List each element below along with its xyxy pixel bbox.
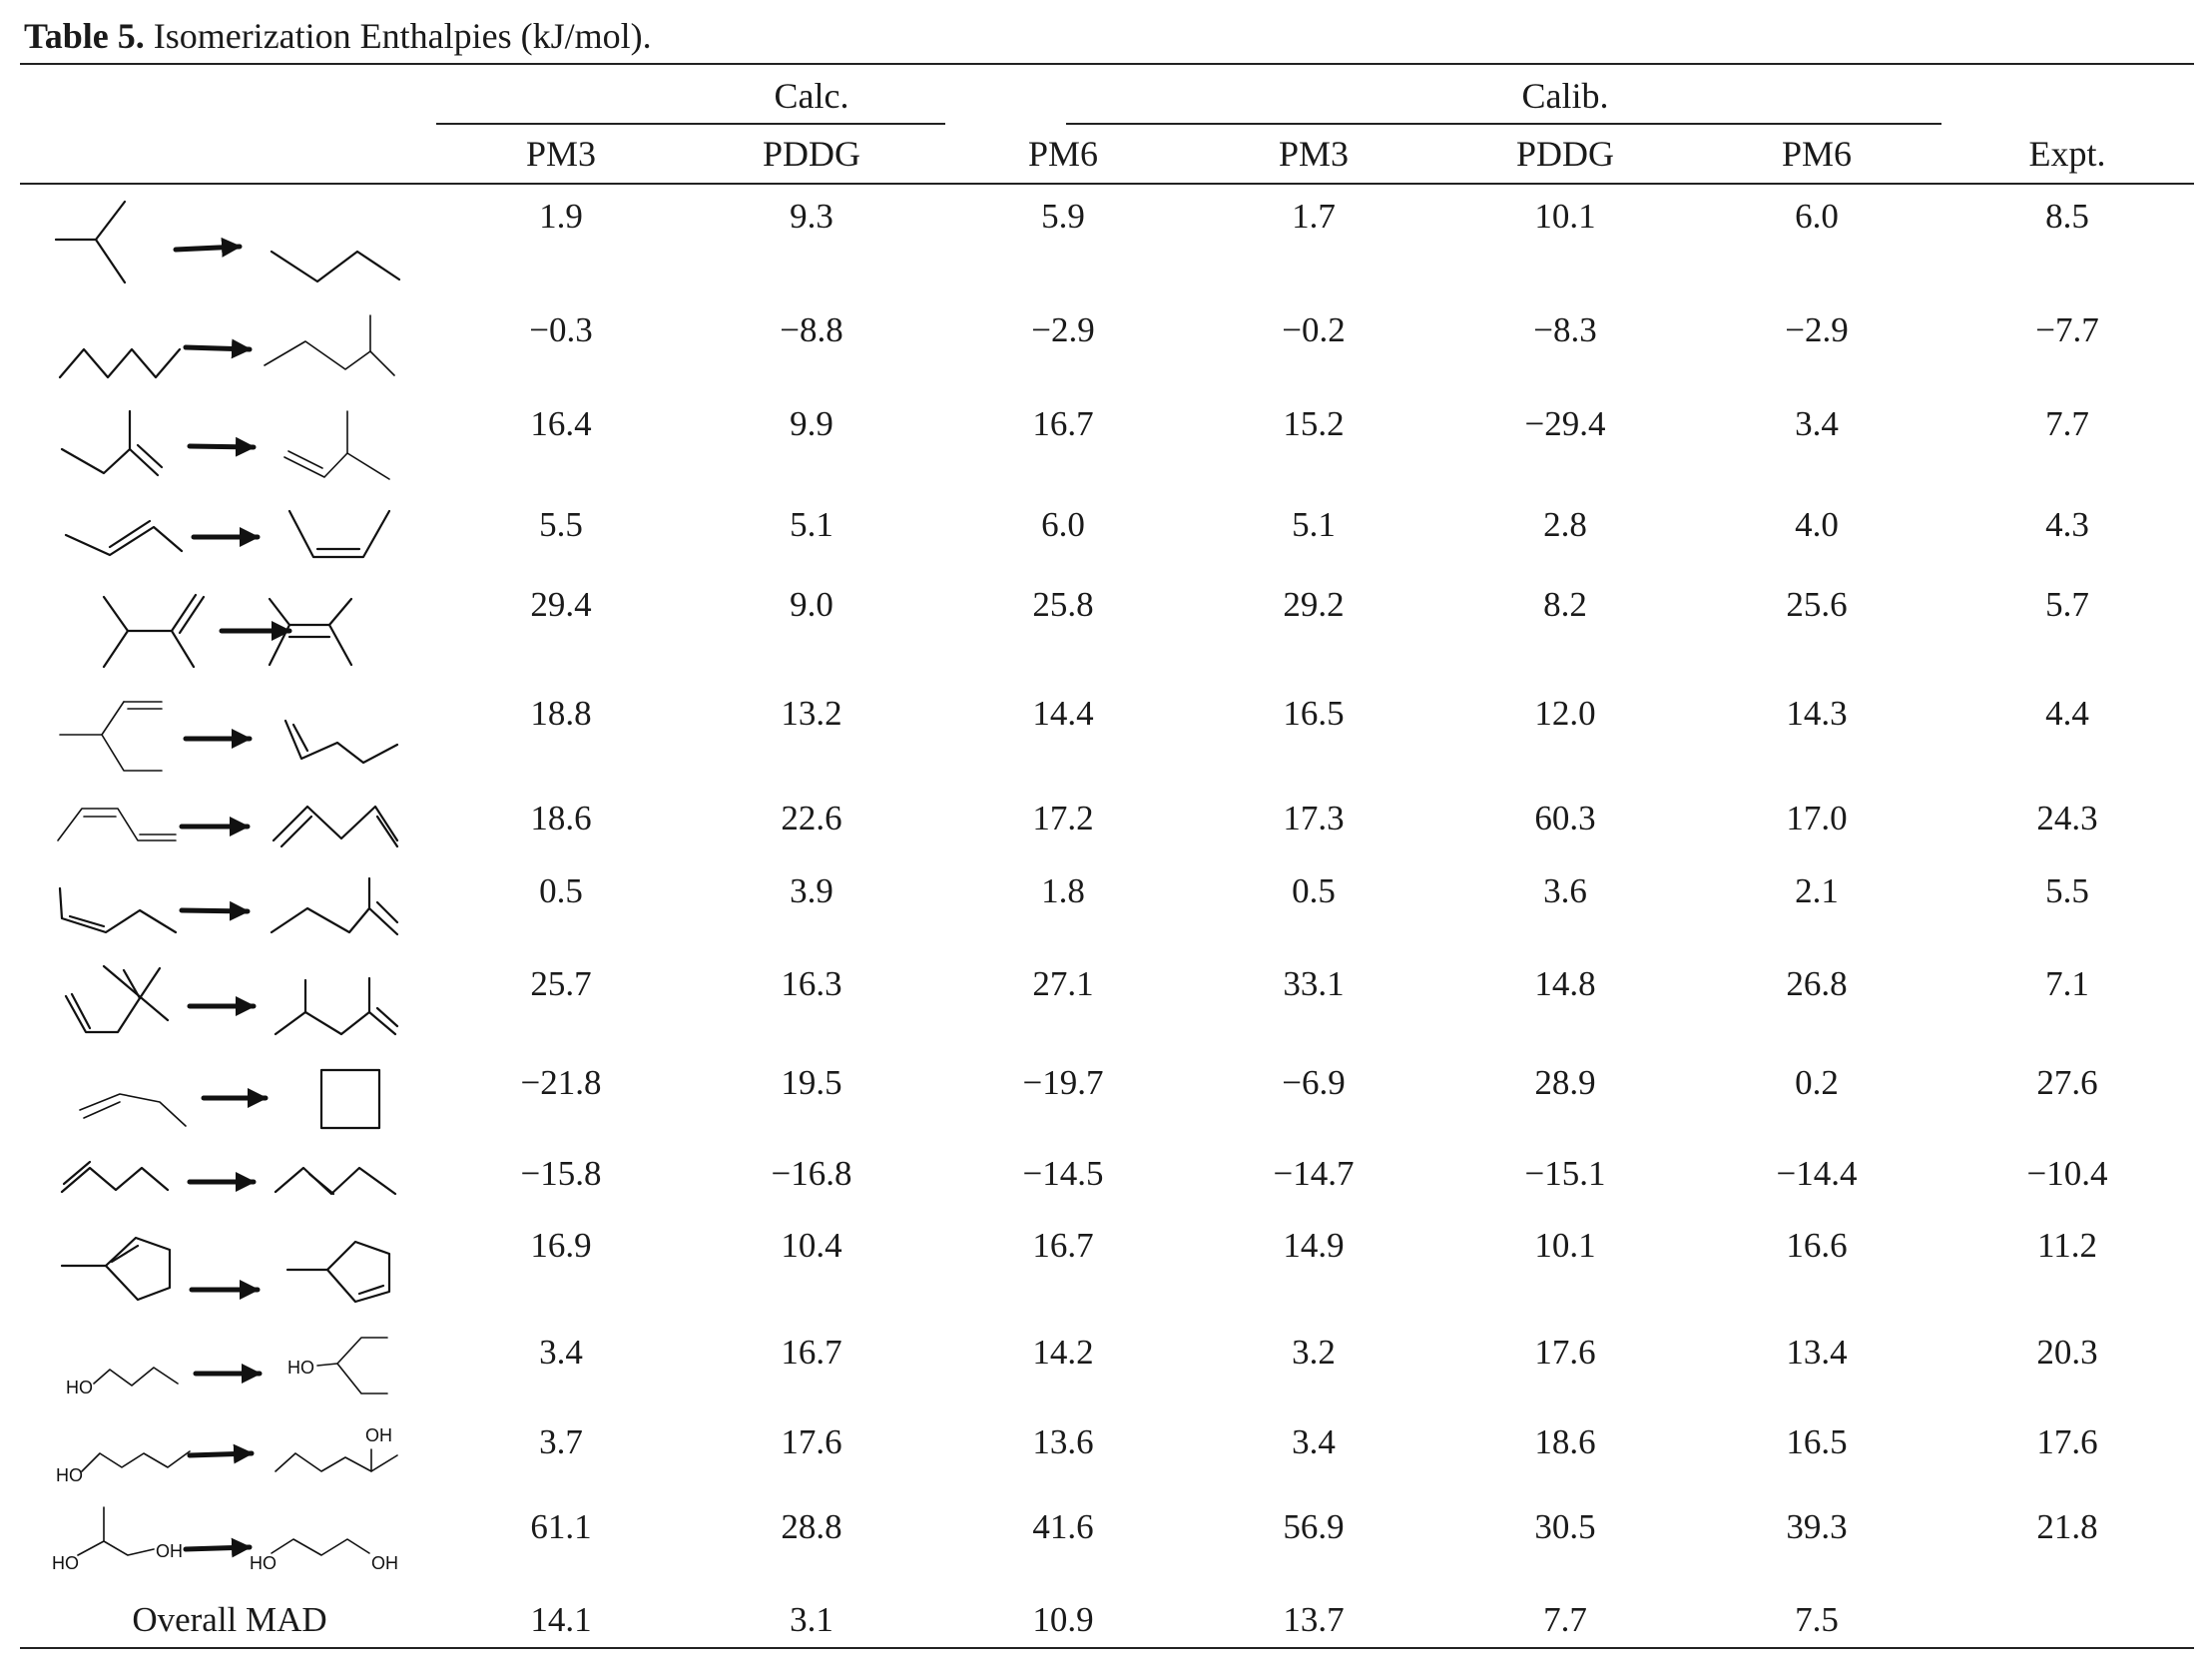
table-cell: −10.4 (2026, 1154, 2108, 1193)
group-header-calc: Calc. (774, 76, 849, 116)
table-cell: 0.2 (1795, 1063, 1839, 1102)
table-cell: 29.4 (530, 585, 592, 624)
table-cell: 10.1 (1534, 197, 1596, 236)
mad-cell: 13.7 (1283, 1600, 1345, 1639)
table-cell: −19.7 (1022, 1063, 1104, 1102)
table-cell: 16.6 (1786, 1226, 1848, 1265)
reaction-row-4 (66, 511, 389, 557)
table-cell: 28.9 (1534, 1063, 1596, 1102)
reaction-row-12 (62, 1238, 389, 1302)
table-cell: 3.4 (539, 1333, 583, 1372)
reaction-row-11 (62, 1162, 395, 1194)
table-cell: 3.4 (1795, 404, 1839, 443)
mad-cell: 7.5 (1795, 1600, 1839, 1639)
table-cell: −7.7 (2035, 310, 2099, 349)
table-cell: 13.4 (1786, 1333, 1848, 1372)
table-cell: 17.2 (1032, 799, 1094, 837)
table-cell: 17.0 (1786, 799, 1848, 837)
reaction-row-5 (104, 595, 351, 667)
table-cell: 9.0 (790, 585, 833, 624)
table-cell: 24.3 (2036, 799, 2098, 837)
table-cell: 16.7 (1032, 404, 1094, 443)
label-oh-15a: OH (156, 1541, 183, 1561)
table-cell: 27.1 (1032, 964, 1094, 1003)
table-cell: −8.8 (780, 310, 843, 349)
table-cell: 22.6 (781, 799, 842, 837)
table-cell: −0.2 (1282, 310, 1346, 349)
table-cell: 16.5 (1283, 694, 1345, 733)
table-cell: 26.8 (1786, 964, 1848, 1003)
table-cell: 14.4 (1032, 694, 1094, 733)
reaction-row-7 (58, 807, 397, 846)
table-cell: 4.3 (2045, 505, 2089, 544)
label-ho-13b: HO (287, 1358, 314, 1378)
table-cell: 5.7 (2045, 585, 2089, 624)
table-cell: 1.8 (1041, 871, 1085, 910)
table-cell: 30.5 (1534, 1507, 1596, 1546)
table-cell: 18.8 (530, 694, 592, 733)
table-cell: −6.9 (1282, 1063, 1346, 1102)
table-cell: 5.5 (539, 505, 583, 544)
table-cell: 17.3 (1283, 799, 1345, 837)
reaction-structures (0, 0, 439, 1669)
label-oh-14b: OH (365, 1425, 392, 1445)
table-cell: 16.3 (781, 964, 842, 1003)
reaction-row-15 (78, 1507, 369, 1555)
reaction-row-10 (80, 1070, 379, 1128)
calc-group-rule (436, 123, 945, 125)
table-cell: −15.1 (1524, 1154, 1606, 1193)
table-cell: 3.4 (1292, 1422, 1336, 1461)
table-cell: 21.8 (2036, 1507, 2098, 1546)
table-cell: 60.3 (1534, 799, 1596, 837)
table-cell: −14.4 (1776, 1154, 1858, 1193)
table-title: Isomerization Enthalpies (kJ/mol). (153, 16, 652, 56)
reaction-row-3 (62, 411, 389, 479)
label-oh-15b: OH (371, 1553, 398, 1573)
table-cell: −2.9 (1031, 310, 1095, 349)
table-cell: 5.5 (2045, 871, 2089, 910)
mad-cell: 14.1 (530, 1600, 592, 1639)
table-cell: 33.1 (1283, 964, 1345, 1003)
table-cell: 1.7 (1292, 197, 1336, 236)
table-cell: 3.2 (1292, 1333, 1336, 1372)
reaction-row-1 (56, 202, 399, 282)
table-cell: 5.9 (1041, 197, 1085, 236)
label-ho-14a: HO (56, 1465, 83, 1485)
col-header-calib-pm6: PM6 (1781, 134, 1853, 174)
table-cell: 16.9 (530, 1226, 592, 1265)
table-cell: −14.5 (1022, 1154, 1104, 1193)
table-cell: −16.8 (771, 1154, 852, 1193)
table-cell: 17.6 (781, 1422, 842, 1461)
table-cell: 15.2 (1283, 404, 1345, 443)
table-cell: −8.3 (1533, 310, 1597, 349)
table-cell: 27.6 (2036, 1063, 2098, 1102)
table-cell: 18.6 (530, 799, 592, 837)
table-cell: 0.5 (539, 871, 583, 910)
table-cell: −2.9 (1785, 310, 1849, 349)
mad-cell: 7.7 (1543, 1600, 1587, 1639)
group-header-calib: Calib. (1521, 76, 1609, 116)
table-cell: 4.0 (1795, 505, 1839, 544)
table-cell: 6.0 (1041, 505, 1085, 544)
table-cell: 17.6 (1534, 1333, 1596, 1372)
table-cell: 16.7 (1032, 1226, 1094, 1265)
table-cell: 16.5 (1786, 1422, 1848, 1461)
table-cell: −21.8 (520, 1063, 602, 1102)
table-cell: 28.8 (781, 1507, 842, 1546)
table-cell: 3.6 (1543, 871, 1587, 910)
table-cell: 18.6 (1534, 1422, 1596, 1461)
table-cell: 17.6 (2036, 1422, 2098, 1461)
reaction-row-14 (82, 1449, 397, 1471)
table-cell: 14.3 (1786, 694, 1848, 733)
table-cell: 6.0 (1795, 197, 1839, 236)
table-cell: 14.9 (1283, 1226, 1345, 1265)
table-cell: 11.2 (2037, 1226, 2097, 1265)
reaction-row-9 (66, 966, 397, 1034)
table-cell: 14.8 (1534, 964, 1596, 1003)
table-cell: 20.3 (2036, 1333, 2098, 1372)
table-cell: 5.1 (1292, 505, 1336, 544)
col-header-expt: Expt. (2028, 134, 2106, 174)
table-cell: 14.2 (1032, 1333, 1094, 1372)
table-cell: 8.5 (2045, 197, 2089, 236)
table-cell: 2.1 (1795, 871, 1839, 910)
table-cell: 16.7 (781, 1333, 842, 1372)
table-cell: 0.5 (1292, 871, 1336, 910)
mad-label: Overall MAD (132, 1600, 327, 1639)
table-cell: 9.9 (790, 404, 833, 443)
table-cell: 25.6 (1786, 585, 1848, 624)
col-header-calib-pddg: PDDG (1515, 134, 1615, 174)
reaction-row-13 (94, 1338, 387, 1393)
table-cell: −14.7 (1273, 1154, 1355, 1193)
table-cell: −0.3 (529, 310, 593, 349)
table-cell: 61.1 (530, 1507, 592, 1546)
table-cell: 16.4 (530, 404, 592, 443)
col-header-calib-pm3: PM3 (1278, 134, 1350, 174)
table-cell: −29.4 (1524, 404, 1606, 443)
table-cell: 10.4 (781, 1226, 842, 1265)
col-header-calc-pm6: PM6 (1027, 134, 1099, 174)
col-header-calc-pm3: PM3 (525, 134, 597, 174)
table-cell: 1.9 (539, 197, 583, 236)
table-cell: 25.7 (530, 964, 592, 1003)
mad-cell: 10.9 (1032, 1600, 1094, 1639)
label-ho-15a: HO (52, 1553, 79, 1573)
table-cell: 41.6 (1032, 1507, 1094, 1546)
table-cell: 4.4 (2045, 694, 2089, 733)
table-cell: 3.9 (790, 871, 833, 910)
label-ho-15b: HO (250, 1553, 276, 1573)
table-cell: 39.3 (1786, 1507, 1848, 1546)
table-cell: 12.0 (1534, 694, 1596, 733)
table-cell: 7.1 (2045, 964, 2089, 1003)
table-cell: 29.2 (1283, 585, 1345, 624)
table-cell: 13.6 (1032, 1422, 1094, 1461)
table-cell: 10.1 (1534, 1226, 1596, 1265)
table-label: Table 5. (24, 16, 145, 56)
mad-cell: 3.1 (790, 1600, 833, 1639)
table-cell: −15.8 (520, 1154, 602, 1193)
reaction-row-2 (60, 315, 394, 377)
table-cell: 3.7 (539, 1422, 583, 1461)
table-cell: 25.8 (1032, 585, 1094, 624)
table-cell: 8.2 (1543, 585, 1587, 624)
reaction-row-6 (60, 702, 397, 771)
reaction-row-8 (60, 878, 397, 934)
table-cell: 5.1 (790, 505, 833, 544)
table-cell: 9.3 (790, 197, 833, 236)
table-cell: 13.2 (781, 694, 842, 733)
table-cell: 7.7 (2045, 404, 2089, 443)
table-cell: 2.8 (1543, 505, 1587, 544)
label-ho-13a: HO (66, 1378, 93, 1397)
col-header-calc-pddg: PDDG (762, 134, 861, 174)
calib-group-rule (1066, 123, 1941, 125)
table-cell: 19.5 (781, 1063, 842, 1102)
table-cell: 56.9 (1283, 1507, 1345, 1546)
